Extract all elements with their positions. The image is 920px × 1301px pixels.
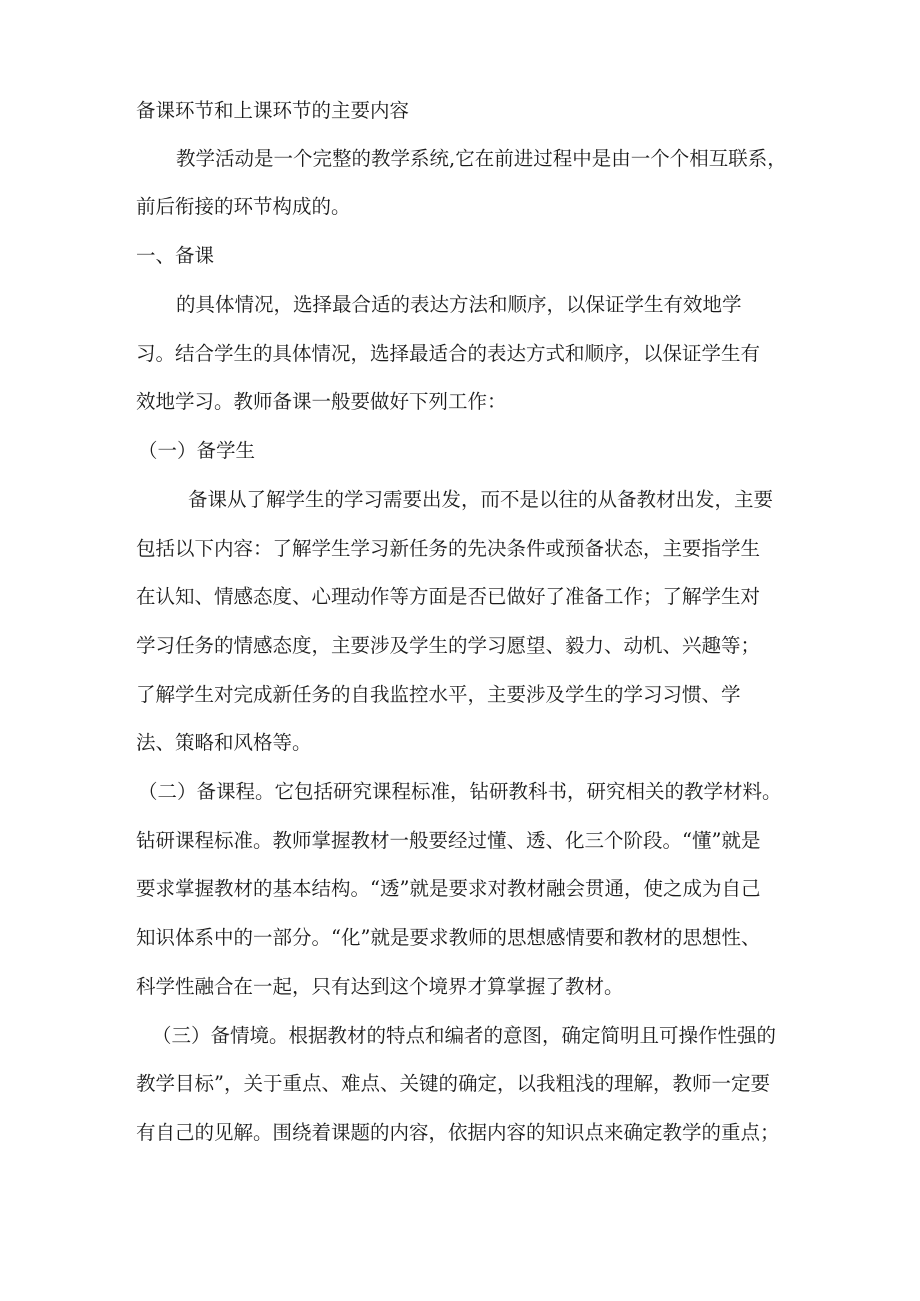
students-paragraph-line-4: 学习任务的情感态度，主要涉及学生的学习愿望、毅力、动机、兴趣等；	[136, 634, 761, 657]
students-paragraph-line-1: 备课从了解学生的学习需要出发，而不是以往的从备教材出发，主要	[188, 488, 774, 511]
intro-line-2: 前后衔接的环节构成的。	[136, 195, 351, 218]
context-paragraph-line-3: 有自己的见解。围绕着课题的内容，依据内容的知识点来确定教学的重点；	[136, 1121, 780, 1144]
prep-paragraph-line-3: 效地学习。教师备课一般要做好下列工作：	[136, 390, 507, 413]
context-paragraph-line-1: （三）备情境。根据教材的特点和编者的意图，确定简明且可操作性强的	[152, 1024, 777, 1047]
students-paragraph-line-2: 包括以下内容：了解学生学习新任务的先决条件或预备状态，主要指学生	[136, 537, 761, 560]
students-paragraph-line-6: 法、策略和风格等。	[136, 731, 312, 754]
document-title: 备课环节和上课环节的主要内容	[136, 99, 410, 122]
curriculum-paragraph-line-5: 科学性融合在一起，只有达到这个境界才算掌握了教材。	[136, 975, 624, 998]
context-paragraph-line-2: 教学目标”，关于重点、难点、关键的确定，以我粗浅的理解，教师一定要	[136, 1072, 770, 1095]
curriculum-paragraph-line-2: 钻研课程标准。教师掌握教材一般要经过懂、透、化三个阶段。“懂”就是	[136, 829, 761, 852]
prep-paragraph-line-2: 习。结合学生的具体情况，选择最适合的表达方式和顺序，以保证学生有	[136, 342, 761, 365]
students-paragraph-line-3: 在认知、情感态度、心理动作等方面是否已做好了准备工作；了解学生对	[136, 585, 761, 608]
students-paragraph-line-5: 了解学生对完成新任务的自我监控水平，主要涉及学生的学习习惯、学	[136, 683, 741, 706]
curriculum-paragraph-line-3: 要求掌握教材的基本结构。“透”就是要求对教材融会贯通，使之成为自己	[136, 877, 761, 900]
prep-paragraph-line-1: 的具体情况，选择最合适的表达方法和顺序，以保证学生有效地学	[176, 293, 742, 316]
subheading-students: （一）备学生	[138, 439, 256, 462]
curriculum-paragraph-line-1: （二）备课程。它包括研究课程标准，钻研教科书，研究相关的教学材料。	[138, 780, 782, 803]
intro-line-1: 教学活动是一个完整的教学系统,它在前进过程中是由一个个相互联系，	[176, 147, 787, 170]
curriculum-paragraph-line-4: 知识体系中的一部分。“化”就是要求教师的思想感情要和教材的思想性、	[136, 926, 761, 949]
section-heading-prep: 一、备课	[136, 244, 215, 267]
